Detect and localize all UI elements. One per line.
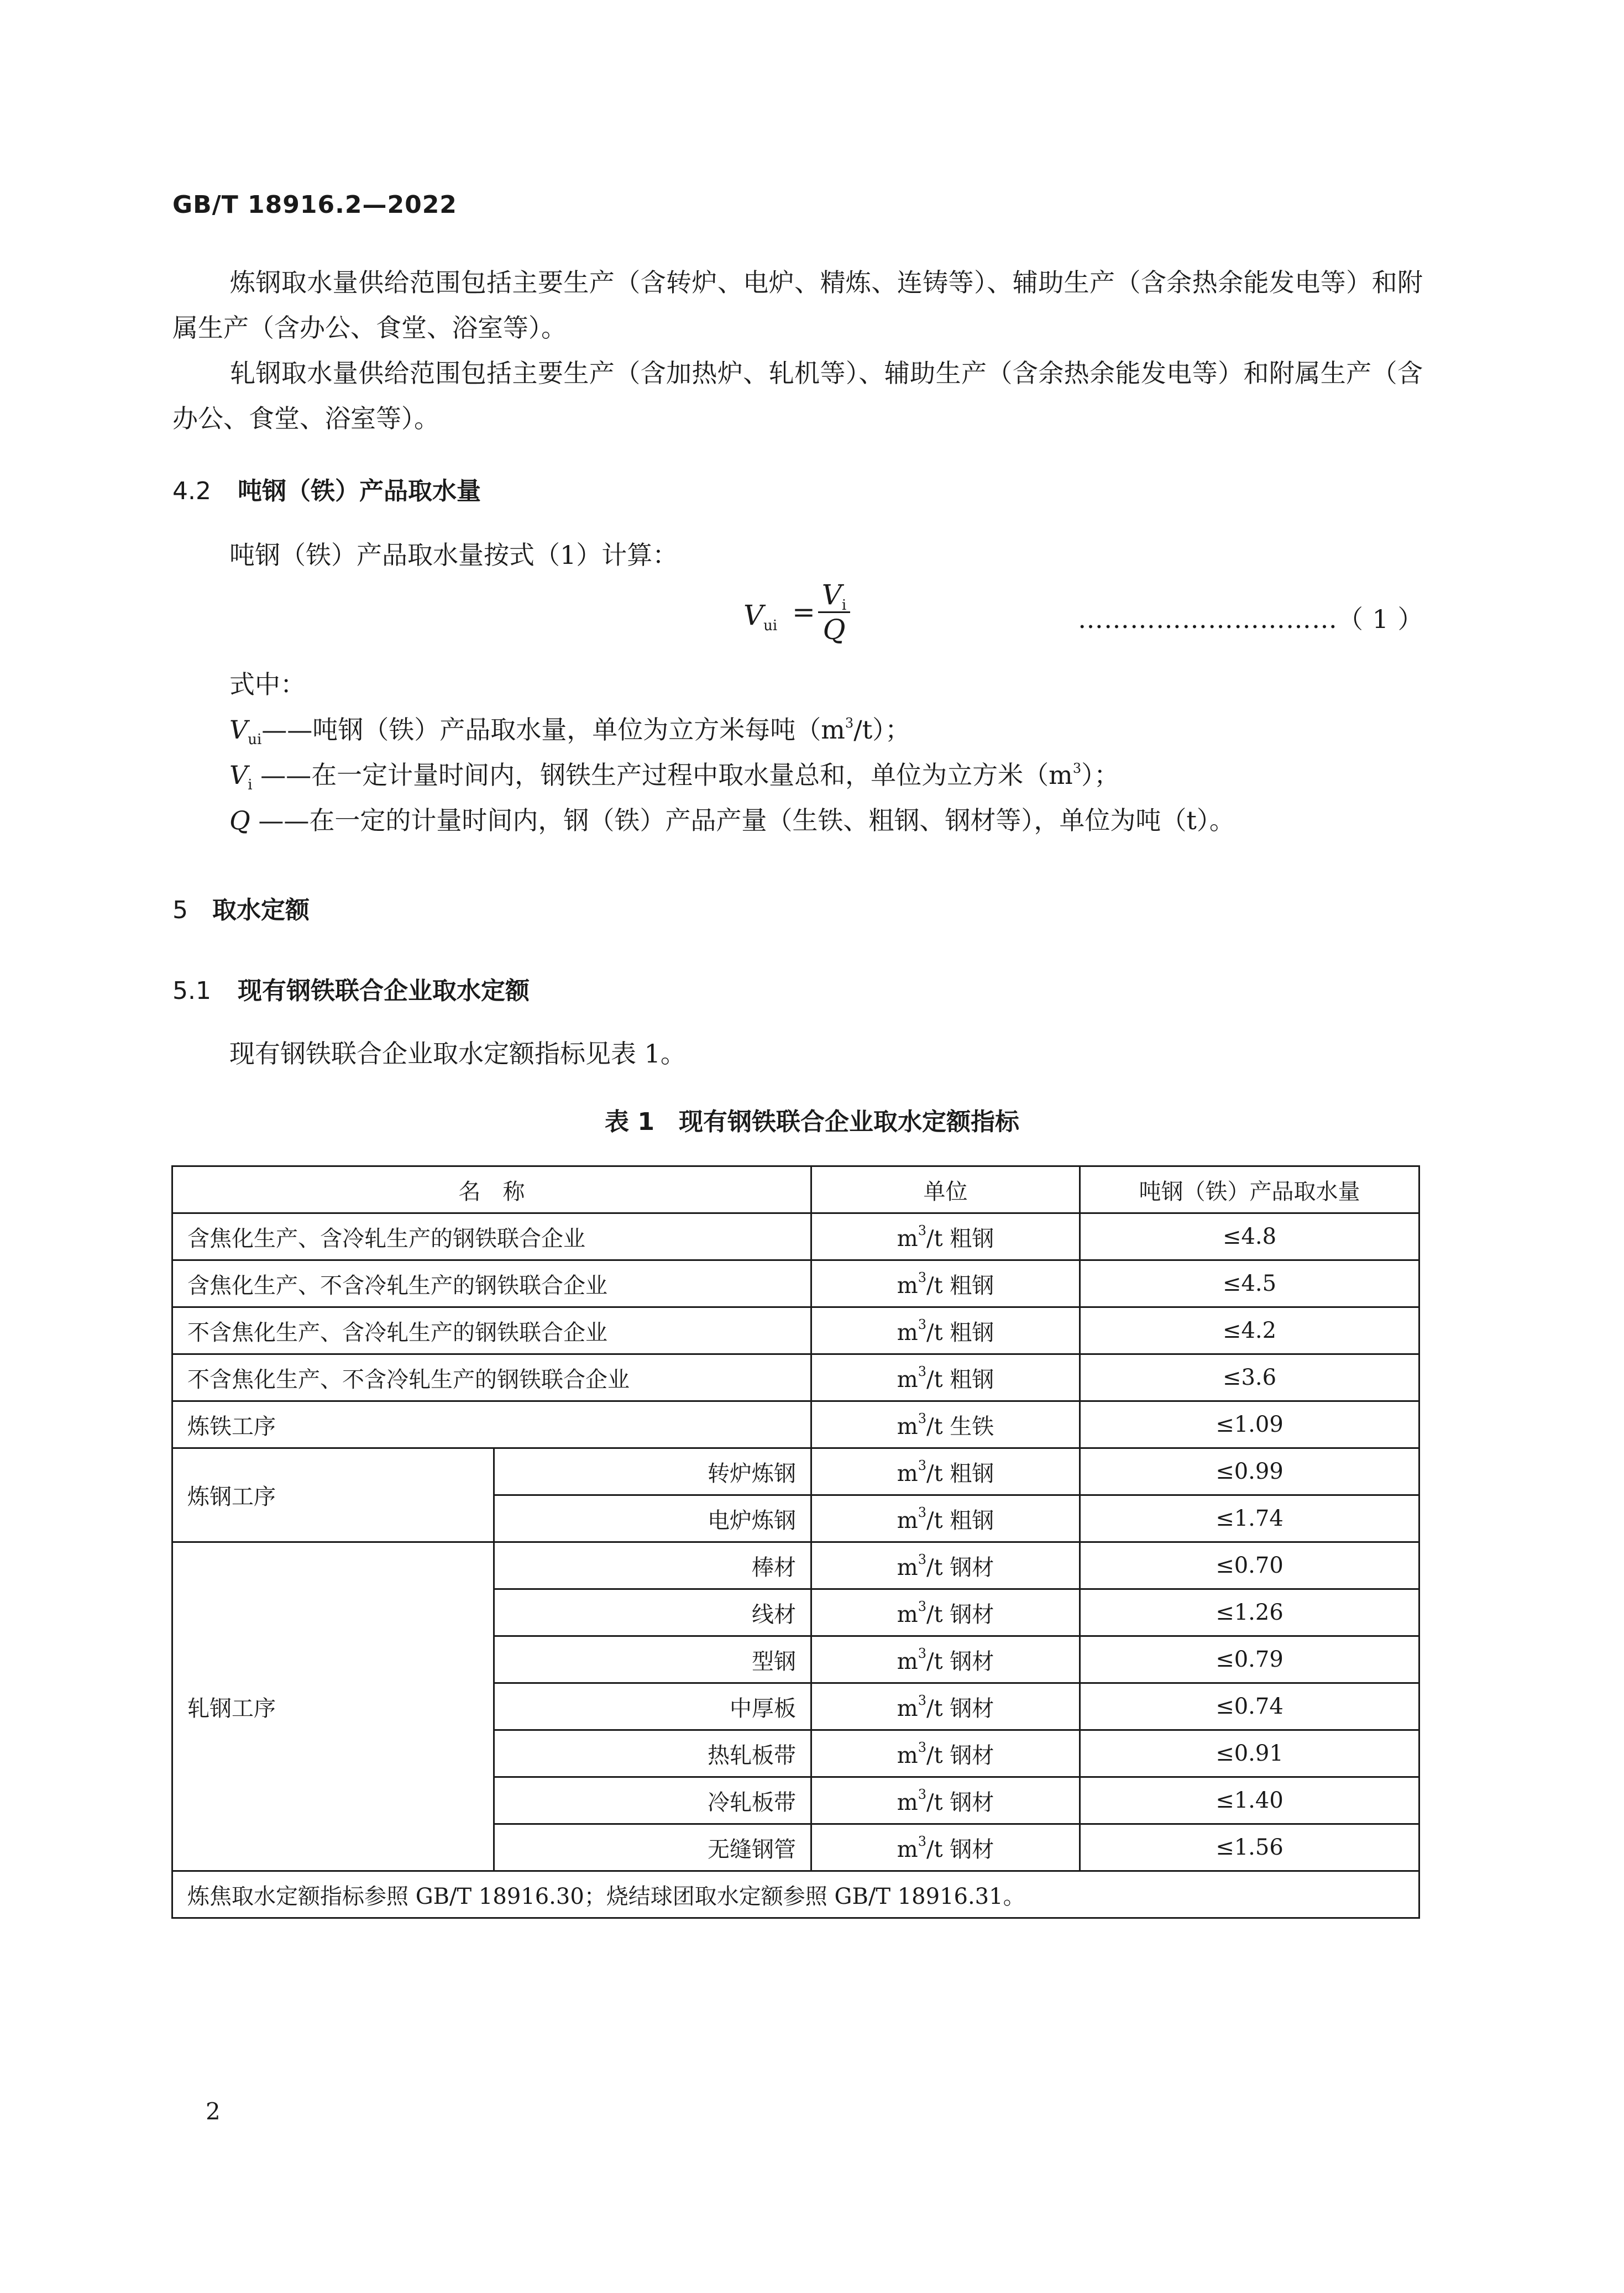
- table-note-row: [172, 1871, 1419, 1918]
- quota-table: [171, 1165, 1420, 1919]
- section-4-2-heading: [172, 471, 481, 506]
- header-value: 吨钢（铁）产品取水量: [1080, 1166, 1419, 1213]
- section-5-1-heading: [172, 971, 530, 1006]
- table-row: 电炉炼钢 $m^3/t$ 粗钢 ≤1.74: [172, 1495, 1419, 1542]
- table-header-row: [172, 1166, 1419, 1213]
- where-label: 式中：: [229, 669, 306, 699]
- section-title: 吨钢（铁）产品取水量: [238, 477, 481, 505]
- table-row: 不含焦化生产、含冷轧生产的钢铁联合企业 $m^3/t$ 粗钢 ≤4.2: [172, 1307, 1419, 1354]
- paragraph-rolling-scope: 轧钢取水量供给范围包括主要生产（含加热炉、轧机等）、辅助生产（含余热余能发电等）和附属生产（含办公、食堂、浴室等）。: [172, 358, 1423, 433]
- unit-cell: $m^3/t$ 生铁: [811, 1401, 1080, 1448]
- unit-cell: $m^3/t$ 粗钢: [811, 1260, 1080, 1307]
- unit-cell: $m^3/t$ 钢材: [811, 1730, 1080, 1777]
- formula-equals: =: [792, 596, 815, 628]
- unit-cell: $m^3/t$ 钢材: [811, 1636, 1080, 1683]
- table-row: 线材 $m^3/t$ 钢材 ≤1.26: [172, 1589, 1419, 1636]
- table-row: 冷轧板带 $m^3/t$ 钢材 ≤1.40: [172, 1777, 1419, 1824]
- group-label-steelmaking: 炼钢工序: [172, 1448, 494, 1542]
- table-row: 无缝钢管 $m^3/t$ 钢材 ≤1.56: [172, 1824, 1419, 1871]
- fraction-numerator: $V_i$: [821, 579, 847, 614]
- definition-vi: $V_i$ ——在一定计量时间内，钢铁生产过程中取水量总和，单位为立方米$(m^3)$；: [229, 760, 1120, 793]
- paragraph-steelmaking-scope: 炼钢取水量供给范围包括主要生产（含转炉、电炉、精炼、连铸等）、辅助生产（含余热余能发电等）和附属生产（含办公、食堂、浴室等）。: [172, 268, 1423, 343]
- group-label-rolling: 轧钢工序: [172, 1542, 494, 1871]
- section-title: 取水定额: [212, 896, 310, 924]
- formula-leader: …………………………（ 1 ）: [1078, 604, 1424, 634]
- unit-cell: $m^3/t$ 钢材: [811, 1683, 1080, 1730]
- unit-cell: $m^3/t$ 粗钢: [811, 1495, 1080, 1542]
- table-caption: 表 1 现有钢铁联合企业取水定额指标: [605, 1108, 1019, 1136]
- table-reference: 现有钢铁联合企业取水定额指标见表 1。: [229, 1039, 686, 1069]
- table-row: 轧钢工序 棒材 $m^3/t$ 钢材 ≤0.70: [172, 1542, 1419, 1589]
- equation-number: （ 1 ）: [1338, 604, 1424, 634]
- table-note: 炼焦取水定额指标参照 GB/T 18916.30；烧结球团取水定额参照 GB/T 18916.31。: [172, 1871, 1419, 1918]
- unit-cell: $m^3/t$ 粗钢: [811, 1307, 1080, 1354]
- standard-code: GB/T 18916.2—2022: [172, 191, 457, 219]
- formula-lhs: $V_{ui}$: [743, 599, 778, 634]
- table-row: 中厚板 $m^3/t$ 钢材 ≤0.74: [172, 1683, 1419, 1730]
- section-title: 现有钢铁联合企业取水定额: [238, 977, 530, 1005]
- section-number: 5.1: [172, 977, 211, 1005]
- formula-intro: 吨钢（铁）产品取水量按式（1）计算：: [229, 540, 678, 570]
- unit-cell: $m^3/t$ 粗钢: [811, 1354, 1080, 1401]
- unit-cell: $m^3/t$ 钢材: [811, 1824, 1080, 1871]
- unit-cell: $m^3/t$ 粗钢: [811, 1213, 1080, 1260]
- page-number: 2: [206, 2098, 221, 2125]
- unit-cell: $m^3/t$ 钢材: [811, 1542, 1080, 1589]
- definition-vui: $V_{ui}——$吨钢（铁）产品取水量，单位为立方米每吨$(m^3/t)$；: [229, 715, 911, 748]
- header-unit: 单位: [811, 1166, 1080, 1213]
- table-row: 含焦化生产、不含冷轧生产的钢铁联合企业 $m^3/t$ 粗钢 ≤4.5: [172, 1260, 1419, 1307]
- section-number: 4.2: [172, 477, 211, 505]
- unit-cell: $m^3/t$ 钢材: [811, 1589, 1080, 1636]
- table-row: 炼钢工序 转炉炼钢 $m^3/t$ 粗钢 ≤0.99: [172, 1448, 1419, 1495]
- fraction-denominator: Q: [823, 614, 846, 646]
- formula-fraction: [818, 579, 850, 645]
- table-row: 不含焦化生产、不含冷轧生产的钢铁联合企业 $m^3/t$ 粗钢 ≤3.6: [172, 1354, 1419, 1401]
- unit-cell: $m^3/t$ 粗钢: [811, 1448, 1080, 1495]
- section-number: 5: [172, 896, 188, 924]
- table-row: 含焦化生产、含冷轧生产的钢铁联合企业 $m^3/t$ 粗钢 ≤4.8: [172, 1213, 1419, 1260]
- table-row: 型钢 $m^3/t$ 钢材 ≤0.79: [172, 1636, 1419, 1683]
- definition-q: Q ——在一定的计量时间内，钢（铁）产品产量（生铁、粗钢、钢材等），单位为吨（t）。: [229, 805, 1235, 835]
- section-5-heading: [172, 890, 310, 925]
- table-row: 炼铁工序 $m^3/t$ 生铁 ≤1.09: [172, 1401, 1419, 1448]
- unit-cell: $m^3/t$ 钢材: [811, 1777, 1080, 1824]
- header-name: 名 称: [172, 1166, 811, 1213]
- table-row: 热轧板带 $m^3/t$ 钢材 ≤0.91: [172, 1730, 1419, 1777]
